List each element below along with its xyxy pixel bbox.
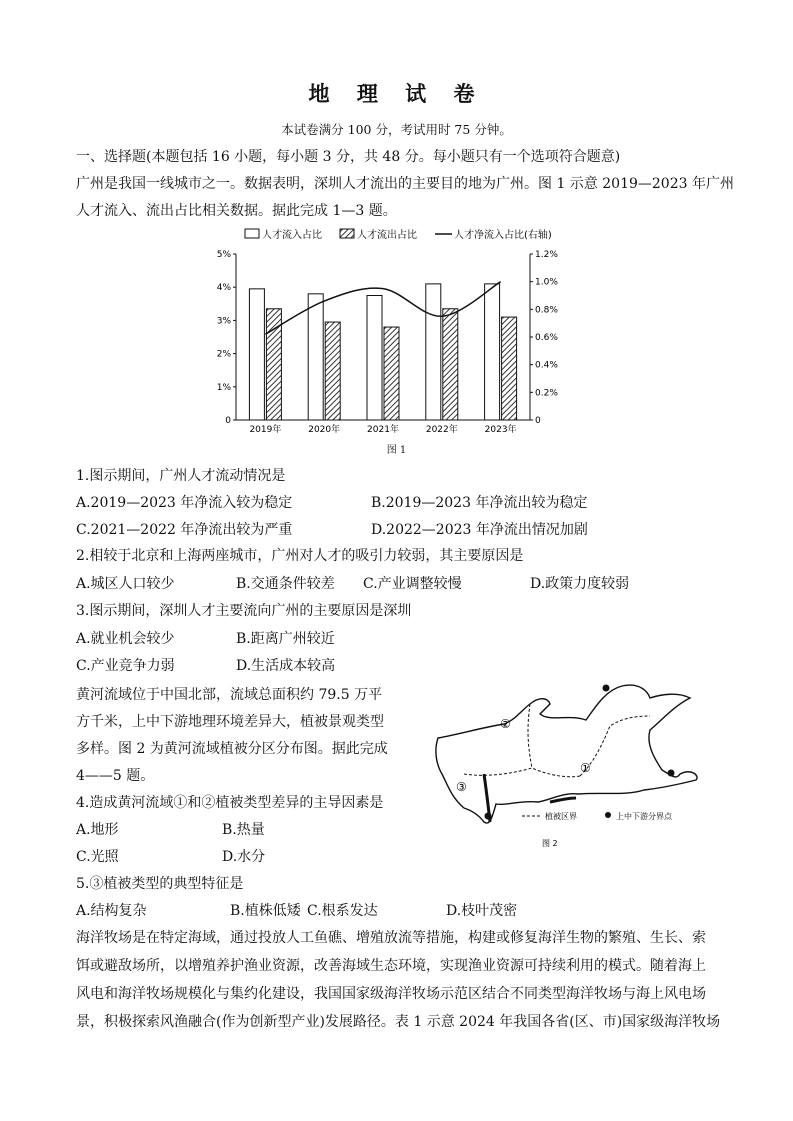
- x-tick-label: 2023年: [484, 425, 517, 435]
- intro2-line3: 多样。图 2 为黄河流域植被分区分布图。据此完成: [76, 741, 388, 757]
- bar-outflow-2: [325, 322, 340, 420]
- q5-option-c[interactable]: C.根系发达: [307, 903, 378, 919]
- intro1-line2: 人才流入、流出占比相关数据。据此完成 1—3 题。: [76, 203, 397, 219]
- q4-stem: 4.造成黄河流域①和②植被类型差异的主导因素是: [76, 795, 384, 811]
- bar-outflow-3: [384, 327, 399, 420]
- q2-option-b[interactable]: B.交通条件较差: [236, 576, 335, 592]
- figure1-caption: 图 1: [386, 445, 407, 456]
- legend-outflow-swatch: [340, 229, 354, 238]
- intro3-line4: 景，积极探索风渔融合(作为创新型产业)发展路径。表 1 示意 2024 年我国各省(区、市)国家级海洋牧场: [76, 1014, 721, 1030]
- bar-inflow-3: [367, 296, 382, 421]
- legend-outflow-label: 人才流出占比: [357, 230, 417, 241]
- net-inflow-line: [265, 282, 500, 335]
- river-segment-east: [550, 798, 576, 802]
- upstream-boundary-point-2: [485, 813, 492, 820]
- q1-option-d[interactable]: D.2022—2023 年净流出情况加剧: [371, 522, 588, 538]
- figure1-chart: [200, 224, 570, 442]
- zone-1-label: ①: [580, 761, 591, 775]
- q5-option-b[interactable]: B.植株低矮: [230, 903, 301, 919]
- q5-option-a[interactable]: A.结构复杂: [76, 903, 147, 919]
- upstream-boundary-point-1: [603, 685, 610, 692]
- q4-option-b[interactable]: B.热量: [222, 822, 265, 838]
- q3-option-a[interactable]: A.就业机会较少: [76, 631, 175, 647]
- x-tick-label: 2020年: [308, 425, 341, 435]
- q3-stem: 3.图示期间，深圳人才主要流向广州的主要原因是深圳: [76, 603, 412, 619]
- q1-option-b[interactable]: B.2019—2023 年净流出较为稳定: [371, 495, 588, 511]
- exam-note: 本试卷满分 100 分，考试用时 75 分钟。: [281, 122, 512, 137]
- q2-option-d[interactable]: D.政策力度较弱: [530, 576, 630, 592]
- x-tick-label: 2019年: [249, 425, 282, 435]
- x-tick-label: 2022年: [425, 425, 458, 435]
- q5-stem: 5.③植被类型的典型特征是: [76, 876, 244, 892]
- intro3-line2: 饵或避敌场所，以增殖养护渔业资源，改善海域生态环境，实现渔业资源可持续利用的模式。随着海上: [76, 958, 706, 974]
- figure2-map: [400, 676, 720, 851]
- right-tick-label: 1.0%: [535, 277, 558, 288]
- left-tick-label: 2%: [216, 349, 231, 360]
- q3-option-d[interactable]: D.生活成本较高: [236, 658, 336, 674]
- bar-inflow-5: [485, 284, 500, 420]
- legend-point-label: 上中下游分界点: [616, 812, 672, 821]
- bar-outflow-5: [502, 317, 517, 420]
- yellow-river-basin-outline: [436, 685, 697, 823]
- q1-option-a[interactable]: A.2019—2023 年净流入较为稳定: [76, 495, 293, 511]
- legend-boundary-label: 植被区界: [545, 812, 577, 821]
- q4-option-d[interactable]: D.水分: [222, 849, 266, 865]
- q2-option-c[interactable]: C.产业调整较慢: [363, 576, 462, 592]
- q4-option-a[interactable]: A.地形: [76, 822, 119, 838]
- legend-point-swatch: [605, 812, 611, 818]
- left-tick-label: 1%: [216, 382, 231, 393]
- zone-3-label: ③: [456, 780, 467, 794]
- q2-option-a[interactable]: A.城区人口较少: [76, 576, 175, 592]
- right-tick-label: 0.4%: [535, 360, 558, 371]
- right-tick-label: 0.6%: [535, 333, 558, 343]
- page-title: 地 理 试 卷: [308, 81, 485, 106]
- zone-2-label: ②: [500, 717, 511, 731]
- legend-inflow-label: 人才流入占比: [262, 230, 322, 241]
- intro3-line3: 风电和海洋牧场规模化与集约化建设，我国国家级海洋牧场示范区结合不同类型海洋牧场与海上风电场: [76, 986, 706, 1002]
- left-tick-label: 4%: [216, 283, 231, 294]
- bar-inflow-4: [426, 284, 441, 420]
- right-tick-label: 0: [535, 416, 541, 426]
- right-tick-label: 0.2%: [535, 388, 558, 399]
- bar-outflow-4: [443, 309, 458, 420]
- q4-option-c[interactable]: C.光照: [76, 849, 119, 865]
- bar-inflow-1: [249, 289, 264, 420]
- q3-option-c[interactable]: C.产业竞争力弱: [76, 658, 175, 674]
- intro3-line1: 海洋牧场是在特定海域，通过投放人工鱼礁、增殖放流等措施，构建或修复海洋生物的繁殖、生长、索: [76, 930, 706, 946]
- q1-option-c[interactable]: C.2021—2022 年净流出较为严重: [76, 522, 293, 538]
- right-tick-label: 0.8%: [535, 305, 558, 316]
- bar-inflow-2: [308, 294, 323, 420]
- legend-net-label: 人才净流入占比(右轴): [454, 230, 552, 241]
- intro1-line1: 广州是我国一线城市之一。数据表明，深圳人才流出的主要目的地为广州。图 1 示意 2019—2023 年广州: [76, 176, 734, 192]
- intro2-line4: 4——5 题。: [76, 768, 155, 784]
- left-tick-label: 0: [225, 416, 231, 426]
- downstream-boundary-point: [668, 770, 675, 777]
- q3-option-b[interactable]: B.距离广州较近: [236, 631, 335, 647]
- q5-option-d[interactable]: D.枝叶茂密: [446, 903, 518, 919]
- x-tick-label: 2021年: [367, 425, 399, 435]
- q1-stem: 1.图示期间，广州人才流动情况是: [76, 468, 286, 484]
- q2-stem: 2.相较于北京和上海两座城市，广州对人才的吸引力较弱，其主要原因是: [76, 548, 524, 564]
- legend-inflow-swatch: [245, 229, 259, 238]
- right-tick-label: 1.2%: [535, 250, 558, 260]
- left-tick-label: 5%: [216, 250, 231, 260]
- section-heading: 一、选择题(本题包括 16 小题，每小题 3 分，共 48 分。每小题只有一个选项符合题意): [76, 149, 621, 165]
- left-tick-label: 3%: [216, 316, 231, 327]
- intro2-line2: 方千米，上中下游地理环境差异大，植被景观类型: [76, 714, 384, 730]
- figure2-caption: 图 2: [542, 839, 558, 848]
- intro2-line1: 黄河流域位于中国北部，流域总面积约 79.5 万平: [76, 687, 383, 703]
